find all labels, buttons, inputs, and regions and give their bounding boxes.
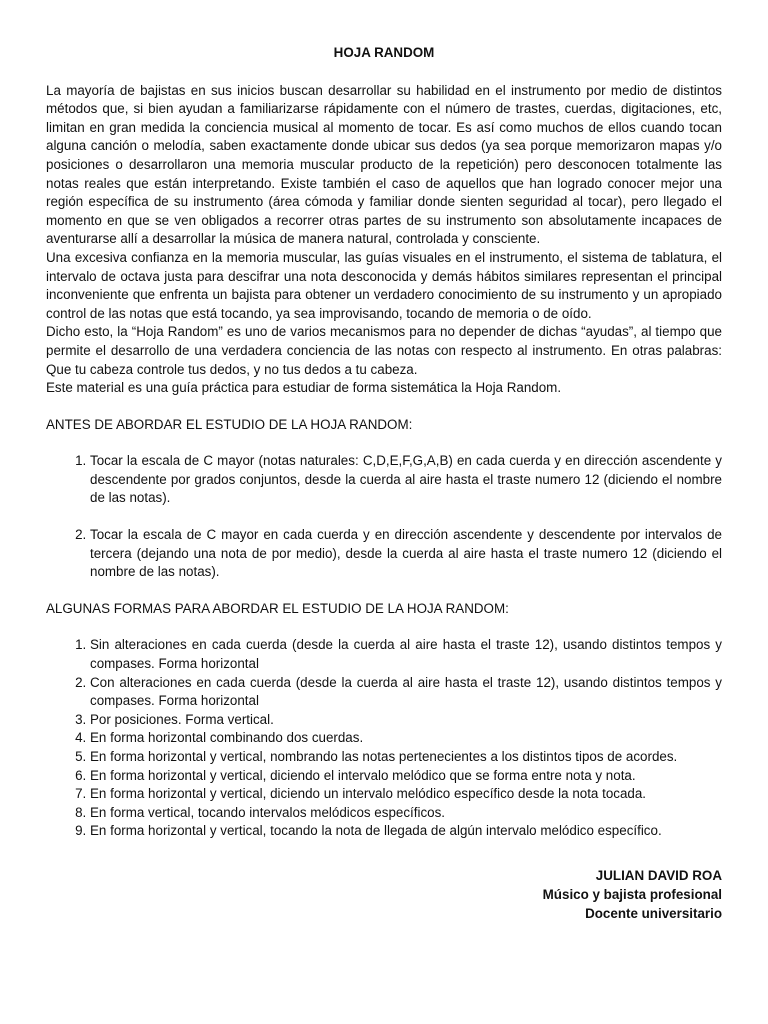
list-item: 6. En forma horizontal y vertical, diciendo el intervalo melódico que se forma entre nota y nota. — [90, 767, 722, 786]
list-before-study — [46, 452, 722, 582]
list-item: 2. Tocar la escala de C mayor en cada cuerda y en dirección ascendente y descendente por intervalos de tercera (dejando una nota de por medio), desde la cuerda al aire hasta el traste numero 12 (diciendo el nombre de las notas). — [90, 526, 722, 582]
list-item: 5. En forma horizontal y vertical, nombrando las notas pertenecientes a los distintos tipos de acordes. — [90, 748, 722, 767]
signature-block — [543, 866, 722, 923]
author-name: JULIAN DAVID ROA — [595, 868, 722, 883]
paragraph-intro: La mayoría de bajistas en sus inicios buscan desarrollar su habilidad en el instrumento por medio de distintos métodos que, si bien ayudan a familiarizarse rápidamente con el número de trastes, cuerdas, digitaciones, etc, limitan en gran medida la conciencia musical al momento de tocar. Es así como muchos de ellos cuando tocan alguna canción o melodía, saben exactamente donde ubicar sus dedos (ya sea porque memorizaron mapas y/o posiciones o desarrollaron una memoria muscular producto de la repetición) pero desconocen totalmente las notas reales que están interpretando. Existe también el caso de aquellos que han logrado conocer mejor una región específica de su instrumento (área cómoda y familiar donde sienten seguridad al tocar), pero llegado el momento en que se ven obligados a recorrer otras partes de su instrumento son absolutamente incapaces de aventurarse allí a desarrollar la música de manera natural, controlada y consciente. — [46, 82, 722, 247]
list-item: 7. En forma horizontal y vertical, diciendo un intervalo melódico específico desde la nota tocada. — [90, 785, 722, 804]
section-heading-before: ANTES DE ABORDAR EL ESTUDIO DE LA HOJA RANDOM: — [46, 416, 413, 432]
author-position: Docente universitario — [585, 906, 722, 921]
list-item: 3. Por posiciones. Forma vertical. — [90, 711, 722, 730]
list-item: 1. Tocar la escala de C mayor (notas naturales: C,D,E,F,G,A,B) en cada cuerda y en dirección ascendente y descendente por grados conjuntos, desde la cuerda al aire hasta el traste numero 12 (diciendo el nombre de las notas). — [90, 452, 722, 508]
paragraph-guide: Este material es una guía práctica para estudiar de forma sistemática la Hoja Random. — [46, 380, 562, 396]
list-item: 9. En forma horizontal y vertical, tocando la nota de llegada de algún intervalo melódico específico. — [90, 822, 722, 841]
author-role: Músico y bajista profesional — [542, 887, 722, 902]
list-item: 4. En forma horizontal combinando dos cuerdas. — [90, 729, 722, 748]
paragraph-muscle-memory: Una excesiva confianza en la memoria muscular, las guías visuales en el instrumento, el sistema de tablatura, el intervalo de octava justa para descifrar una nota desconocida y demás hábitos similares representan el principal inconveniente que enfrenta un bajista para obtener un verdadero conocimiento de su instrumento y un apropiado control de las notas que está tocando, ya sea improvisando, tocando de memoria o de oído. — [46, 249, 722, 321]
list-item: 1. Sin alteraciones en cada cuerda (desde la cuerda al aire hasta el traste 12), usando distintos tempos y compases. Forma horizontal — [90, 636, 722, 673]
document-title: HOJA RANDOM — [333, 45, 435, 60]
paragraph-hoja-random: Dicho esto, la “Hoja Random” es uno de varios mecanismos para no depender de dichas “ayudas”, al tiempo que permite el desarrollo de una verdadera conciencia de las notas con respecto al instrumento. En otras palabras: Que tu cabeza controle tus dedos, y no tus dedos a tu cabeza. — [46, 324, 722, 377]
list-item: 8. En forma vertical, tocando intervalos melódicos específicos. — [90, 804, 722, 823]
section-heading-ways: ALGUNAS FORMAS PARA ABORDAR EL ESTUDIO DE LA HOJA RANDOM: — [46, 600, 509, 616]
list-ways-to-study — [46, 636, 722, 841]
list-item: 2. Con alteraciones en cada cuerda (desde la cuerda al aire hasta el traste 12), usando distintos tempos y compases. Forma horizontal — [90, 674, 722, 711]
